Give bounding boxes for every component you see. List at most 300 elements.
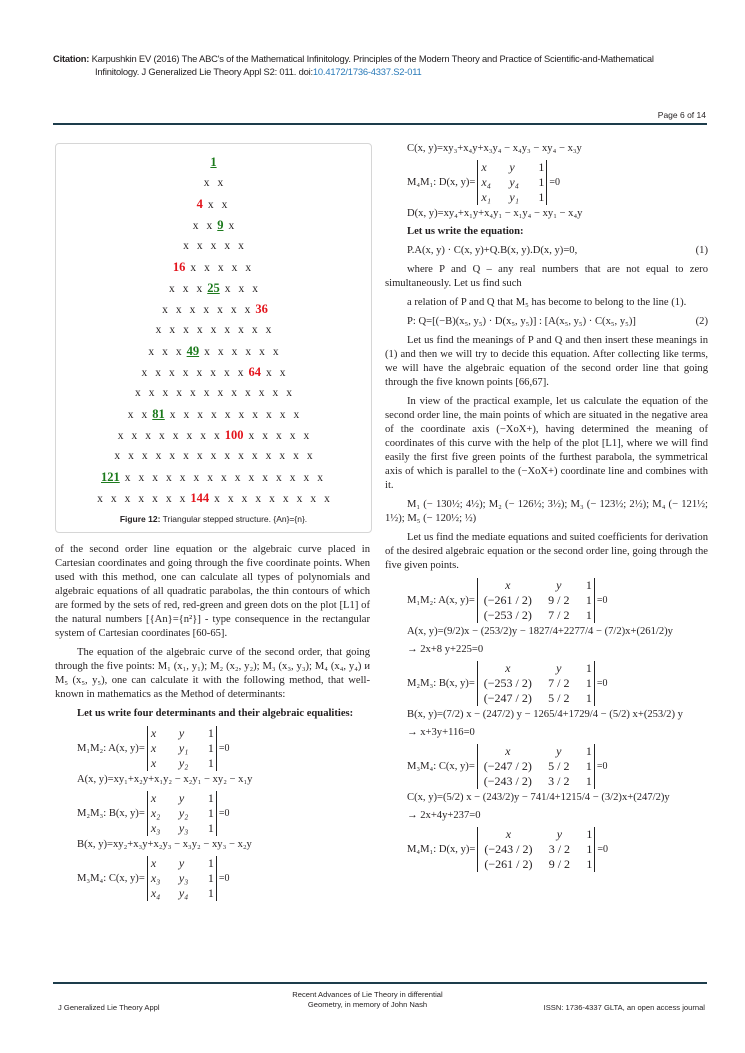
determinant-equation: [77, 726, 370, 771]
x-mark: x: [176, 387, 182, 399]
x-mark: x: [279, 409, 286, 421]
x-mark: x: [224, 240, 231, 252]
right-column: [385, 140, 708, 874]
determinant-equation: [77, 856, 370, 901]
x-mark: x: [155, 324, 162, 336]
equation-number: (1): [695, 245, 708, 256]
determinant-label: M₃M₄: C(x, y)=: [77, 872, 145, 884]
determinant-equation: [77, 791, 370, 836]
footer-issn: ISSN: 1736-4337 GLTA, an open access journal: [543, 1003, 705, 1012]
x-mark: x: [193, 472, 200, 484]
matrix-cell: 7 / 2: [548, 676, 570, 690]
matrix-cell: x₄: [481, 175, 491, 189]
x-mark: x: [221, 472, 227, 484]
x-mark: x: [155, 450, 162, 462]
equation-result: → 2x+8 y+225=0: [407, 644, 484, 655]
matrix-cell: x₂: [150, 806, 161, 820]
matrix-cell: 1: [207, 886, 214, 900]
x-mark: x: [210, 324, 217, 336]
pyramid-row: [56, 173, 371, 194]
matrix-cell: x₃: [150, 821, 161, 835]
matrix-cell: y: [556, 827, 563, 841]
matrix-cell: (−247 / 2): [483, 691, 532, 705]
x-mark: x: [204, 346, 210, 358]
x-mark: x: [183, 324, 189, 336]
x-mark: x: [265, 450, 272, 462]
determinant-equation: [407, 744, 708, 789]
x-mark: x: [148, 387, 155, 399]
pyramid-row: [56, 488, 371, 509]
matrix-cell: 3 / 2: [548, 774, 570, 788]
matrix-cell: (−261 / 2): [483, 593, 532, 607]
pyramid-row: [56, 299, 371, 320]
x-mark: x: [141, 367, 148, 379]
red-square-number: 4: [196, 197, 203, 211]
red-square-number: 100: [224, 428, 244, 442]
section-heading: Let us write four determinants and their algebraic equalities:: [77, 708, 354, 719]
matrix-cell: 5 / 2: [548, 691, 570, 705]
x-mark: x: [203, 387, 210, 399]
header-divider: [53, 123, 707, 125]
x-mark: x: [238, 409, 245, 421]
x-mark: x: [217, 387, 224, 399]
x-mark: x: [124, 472, 131, 484]
pyramid-row: [56, 404, 371, 425]
footer-journal: J Generalized Lie Theory Appl: [58, 1003, 160, 1012]
matrix-cell: 1: [585, 744, 592, 758]
pyramid-row: [56, 257, 371, 278]
equals-zero: =0: [218, 807, 230, 819]
matrix-cell: y: [509, 160, 515, 174]
x-mark: x: [224, 450, 231, 462]
matrix-cell: x: [481, 160, 487, 174]
matrix-cell: 1: [207, 791, 214, 805]
green-square-number: 9: [217, 218, 224, 232]
matrix-cell: 1: [585, 759, 592, 773]
caption-text: Triangular stepped structure. {An}={n}.: [160, 514, 308, 524]
x-mark: x: [165, 493, 172, 505]
x-mark: x: [266, 409, 272, 421]
matrix-cell: x: [505, 827, 512, 841]
x-mark: x: [169, 324, 176, 336]
matrix-cell: x: [150, 756, 157, 770]
determinant-label: M₂M₃: B(x, y)=: [77, 807, 145, 819]
matrix-cell: x₄: [150, 886, 161, 900]
x-mark: x: [224, 409, 231, 421]
x-mark: x: [276, 430, 282, 442]
matrix-cell: 1: [207, 756, 214, 770]
matrix-cell: y₃: [178, 871, 189, 885]
equals-zero: =0: [218, 872, 230, 884]
determinant-matrix: [477, 661, 595, 706]
x-mark: x: [117, 430, 124, 442]
x-mark: x: [183, 240, 189, 252]
x-mark: x: [217, 177, 224, 189]
pyramid-row: [56, 236, 371, 257]
determinant-matrix: [477, 578, 595, 623]
pyramid-row: [56, 215, 371, 236]
equation-expansion: A(x, y)=xy₁+x₂y+x₁y₂ − x₂y₁ − xy₂ − x₁y: [77, 774, 253, 785]
x-mark: x: [196, 240, 203, 252]
x-mark: x: [203, 304, 210, 316]
x-mark: x: [248, 472, 255, 484]
x-mark: x: [203, 177, 210, 189]
x-mark: x: [282, 493, 289, 505]
x-mark: x: [214, 493, 220, 505]
equation-2: [407, 315, 708, 329]
determinant-matrix: [147, 856, 217, 901]
determinant-label: M₁M₂: A(x, y)=: [77, 742, 145, 754]
equals-zero: =0: [597, 843, 609, 855]
determinant-label: M₃M₄: C(x, y)=: [407, 760, 475, 772]
red-square-number: 36: [255, 302, 268, 316]
equation-result: → x+3y+116=0: [407, 727, 475, 738]
x-mark: x: [286, 387, 292, 399]
x-mark: x: [162, 304, 168, 316]
figure-12: [55, 143, 372, 533]
pyramid-row: [56, 341, 371, 362]
pyramid-row: [56, 467, 371, 488]
x-mark: x: [224, 367, 230, 379]
matrix-cell: 7 / 2: [548, 608, 570, 622]
determinant-matrix: [147, 791, 217, 836]
x-mark: x: [279, 450, 286, 462]
pyramid-row: [56, 320, 371, 341]
x-mark: x: [138, 493, 145, 505]
matrix-cell: (−243 / 2): [483, 774, 532, 788]
x-mark: x: [206, 220, 213, 232]
x-mark: x: [289, 430, 296, 442]
x-mark: x: [303, 430, 310, 442]
page-number: Page 6 of 14: [657, 110, 706, 120]
matrix-cell: 1: [586, 857, 593, 871]
matrix-cell: 3 / 2: [548, 842, 571, 856]
matrix-cell: y: [178, 856, 185, 870]
matrix-cell: y: [178, 726, 185, 740]
x-mark: x: [182, 283, 189, 295]
matrix-cell: x₁: [481, 190, 491, 204]
matrix-cell: 1: [538, 190, 545, 204]
x-mark: x: [97, 493, 103, 505]
pyramid-row: [56, 425, 371, 446]
citation-text-2: Infinitology. J Generalized Lie Theory Appl S2: 011. doi:: [95, 66, 313, 77]
x-mark: x: [255, 493, 262, 505]
x-mark: x: [179, 472, 186, 484]
matrix-cell: y₂: [178, 756, 189, 770]
x-mark: x: [269, 493, 275, 505]
x-mark: x: [259, 346, 265, 358]
matrix-cell: (−253 / 2): [483, 676, 532, 690]
x-mark: x: [266, 367, 272, 379]
x-mark: x: [182, 367, 189, 379]
x-mark: x: [148, 346, 155, 358]
pyramid-row: [56, 194, 371, 215]
footer-issue: Recent Advances of Lie Theory in differential Geometry, in memory of John Nash: [292, 990, 443, 1009]
x-mark: x: [289, 472, 296, 484]
x-mark: x: [172, 430, 179, 442]
paragraph: where P and Q – any real numbers that are not equal to zero simultaneously. Let us find such: [385, 264, 708, 289]
x-mark: x: [183, 450, 189, 462]
x-mark: x: [262, 472, 268, 484]
x-mark: x: [127, 409, 134, 421]
x-mark: x: [192, 220, 199, 232]
determinant-d: [385, 160, 708, 221]
matrix-cell: 1: [585, 578, 592, 592]
equals-zero: =0: [596, 760, 608, 772]
equation-expansion: D(x, y)=xy₄+x₁y+x₄y₁ − x₁y₄ − xy₁ − x₄y: [407, 208, 583, 219]
x-mark: x: [207, 199, 214, 211]
equation-c-expansion: C(x, y)=xy₃+x₄y+x₃y₄ − x₄y₃ − xy₄ − x₃y: [407, 143, 582, 154]
x-mark: x: [217, 304, 223, 316]
caption-label: Figure 12:: [119, 514, 161, 524]
equation-expansion: B(x, y)=(7/2) x − (247/2) y − 1265/4+1729/4 − (5/2) x+(253/2) y: [407, 709, 683, 720]
x-mark: x: [189, 304, 196, 316]
x-mark: x: [324, 493, 330, 505]
x-mark: x: [138, 472, 145, 484]
x-mark: x: [251, 450, 258, 462]
x-mark: x: [238, 450, 244, 462]
determinant-label: M₁M₂: A(x, y)=: [407, 594, 475, 606]
equation-result: → 2x+4y+237=0: [407, 810, 481, 821]
x-mark: x: [231, 346, 238, 358]
x-mark: x: [114, 450, 121, 462]
x-mark: x: [228, 220, 235, 232]
paragraph: a relation of P and Q that M₅ has become to belong to the line (1).: [407, 297, 687, 308]
matrix-cell: 1: [585, 691, 592, 705]
x-mark: x: [210, 240, 217, 252]
x-mark: x: [231, 387, 237, 399]
matrix-cell: y: [556, 744, 562, 758]
x-mark: x: [214, 430, 220, 442]
x-mark: x: [293, 409, 300, 421]
determinant-matrix: [477, 160, 547, 205]
x-mark: x: [169, 450, 176, 462]
x-mark: x: [251, 324, 258, 336]
x-mark: x: [252, 283, 258, 295]
x-mark: x: [237, 367, 244, 379]
equals-zero: =0: [596, 594, 608, 606]
x-mark: x: [159, 430, 165, 442]
x-mark: x: [135, 387, 141, 399]
green-square-number: 25: [207, 281, 220, 295]
red-square-number: 16: [172, 260, 186, 274]
pyramid-row: [56, 383, 371, 404]
green-square-number: 81: [152, 407, 165, 421]
matrix-cell: 1: [207, 856, 214, 870]
paragraph: Let us find the meanings of P and Q and then insert these meanings in (1) and then we will try to decide this equation. After collecting like terms, we will have the algebraic equation of the second order line that going through the five known points [66,67].: [385, 335, 708, 388]
triangular-structure: [56, 152, 371, 509]
pyramid-row: [56, 446, 371, 467]
figure-caption: [56, 514, 371, 525]
x-mark: x: [186, 430, 193, 442]
x-mark: x: [221, 199, 228, 211]
x-mark: x: [306, 450, 313, 462]
x-mark: x: [152, 493, 158, 505]
matrix-cell: 5 / 2: [548, 759, 570, 773]
determinant-label: M₄M₁: D(x, y)=: [407, 843, 476, 855]
red-square-number: 144: [190, 491, 210, 505]
matrix-cell: y₄: [178, 886, 189, 900]
matrix-cell: 1: [585, 608, 592, 622]
matrix-cell: (−243 / 2): [484, 842, 533, 856]
equals-zero: =0: [549, 176, 561, 188]
matrix-cell: x₃: [150, 871, 161, 885]
determinant-matrix: [477, 827, 595, 872]
x-mark: x: [238, 324, 244, 336]
matrix-cell: 1: [207, 726, 214, 740]
paragraph: The equation of the algebraic curve of the second order, that going through the five points: M₁ (x₁, y₁); M₂ (x₂, y₂); M₃ (x₃, y₃); M₄ (x₄, y₄) и M₅ (x₅, y₅), one can calculate it with the following method, that well-known in mathematics as the Method of determinants:: [55, 647, 370, 700]
determinant-label: M₂M₃: B(x, y)=: [407, 677, 475, 689]
matrix-cell: y₁: [178, 741, 189, 755]
x-mark: x: [279, 367, 286, 379]
x-mark: x: [310, 493, 317, 505]
matrix-cell: x: [505, 578, 511, 592]
x-mark: x: [317, 472, 323, 484]
paragraph: In view of the practical example, let us calculate the equation of the second order line, the main points of which are situated in the negative area of the coordinate axis (−XoX+), having determined the meaning of coordinates of this curve with the help of the plot [L1], where we will find easily the first five green points of the furthest parabola, the symmetrical axis of which is parallel to the (−XoX+) coordinate line and combines with it.: [385, 396, 708, 491]
matrix-cell: 1: [207, 821, 214, 835]
x-mark: x: [141, 409, 148, 421]
x-mark: x: [217, 262, 224, 274]
x-mark: x: [252, 409, 258, 421]
equation-1: [407, 244, 708, 258]
x-mark: x: [196, 324, 203, 336]
x-mark: x: [197, 409, 203, 421]
x-mark: x: [204, 262, 210, 274]
matrix-cell: 1: [207, 741, 214, 755]
x-mark: x: [183, 409, 190, 421]
x-mark: x: [210, 450, 217, 462]
x-mark: x: [175, 346, 182, 358]
x-mark: x: [169, 283, 175, 295]
matrix-cell: y₂: [178, 806, 189, 820]
determinants: [55, 726, 370, 901]
x-mark: x: [124, 493, 131, 505]
x-mark: x: [227, 493, 234, 505]
x-mark: x: [162, 346, 168, 358]
left-column: [55, 543, 370, 903]
pyramid-row: [56, 362, 371, 383]
x-mark: x: [141, 450, 148, 462]
x-mark: x: [152, 472, 158, 484]
x-mark: x: [241, 493, 248, 505]
matrix-cell: y: [556, 578, 562, 592]
matrix-cell: x: [505, 661, 511, 675]
citation-label: Citation:: [53, 53, 90, 64]
citation: [53, 52, 713, 78]
determinant-equation: [407, 160, 708, 205]
x-mark: x: [155, 367, 161, 379]
matrix-cell: 1: [538, 160, 545, 174]
x-mark: x: [272, 346, 279, 358]
x-mark: x: [217, 346, 224, 358]
matrix-cell: x: [505, 744, 511, 758]
equation-expansion: A(x, y)=(9/2)x − (253/2)y − 1827/4+2277/4 − (7/2)x+(261/2)y: [407, 626, 673, 637]
paragraph: Let us find the mediate equations and suited coefficients for derivation of the desired algebraic equation or the second order line, going through the five given points.: [385, 532, 708, 571]
matrix-cell: 1: [586, 827, 593, 841]
matrix-cell: (−253 / 2): [483, 608, 532, 622]
x-mark: x: [196, 367, 203, 379]
matrix-cell: y₁: [509, 190, 519, 204]
determinant-label: M₄M₁: D(x, y)=: [407, 176, 476, 188]
determinant-equation: [407, 661, 708, 706]
matrix-cell: x: [150, 791, 157, 805]
matrix-cell: 1: [207, 871, 214, 885]
section-heading: Let us write the equation:: [407, 226, 524, 237]
determinants: [385, 578, 708, 872]
x-mark: x: [145, 430, 151, 442]
x-mark: x: [190, 387, 196, 399]
doi-link[interactable]: 10.4172/1736-4337.S2-011: [312, 66, 422, 77]
x-mark: x: [258, 387, 265, 399]
x-mark: x: [303, 472, 310, 484]
matrix-cell: 1: [585, 661, 592, 675]
matrix-cell: 1: [585, 593, 592, 607]
citation-text: Karpushkin EV (2016) The ABC's of the Mathematical Infinitology. Principles of the Modern Theory and Practice of Scientific-and-Mathematical: [91, 53, 654, 64]
red-square-number: 64: [248, 365, 261, 379]
x-mark: x: [196, 283, 203, 295]
matrix-cell: y₃: [178, 821, 189, 835]
equation-text: P: Q=[(−B)(x₅, y₅) · D(x₅, y₅)] : [A(x₅, y₅) · C(x₅, y₅)]: [407, 316, 636, 327]
x-mark: x: [166, 472, 172, 484]
x-mark: x: [175, 304, 182, 316]
determinant-equation: [407, 827, 708, 872]
matrix-cell: (−247 / 2): [483, 759, 532, 773]
x-mark: x: [200, 430, 206, 442]
pyramid-row: [56, 152, 371, 173]
determinant-matrix: [477, 744, 595, 789]
x-mark: x: [234, 472, 241, 484]
x-mark: x: [110, 493, 117, 505]
equation-expansion: C(x, y)=(5/2) x − (243/2)y − 741/4+1215/4 − (3/2)x+(247/2)y: [407, 792, 670, 803]
green-square-number: 49: [186, 344, 200, 358]
x-mark: x: [131, 430, 138, 442]
x-mark: x: [293, 450, 299, 462]
matrix-cell: y: [556, 661, 562, 675]
x-mark: x: [245, 346, 252, 358]
x-mark: x: [231, 262, 238, 274]
determinant-matrix: [147, 726, 217, 771]
determinant-equation: [407, 578, 708, 623]
matrix-cell: y: [178, 791, 185, 805]
paragraph: of the second order line equation or the algebraic curve placed in Cartesian coordinates and going through the five coordinate points. When used with this method, one can calculate all types of polynomials and algebraic equations of all quadratic parabolas, the thin contours of which are formed by the sets of red, red-green and green dots on the plot [L1] of the natural numbers [{An}={n²}] - type consequence in the rectangular system of Cartesian coordinates [60-65].: [55, 544, 370, 639]
x-mark: x: [296, 493, 303, 505]
x-mark: x: [196, 450, 203, 462]
x-mark: x: [190, 262, 197, 274]
x-mark: x: [245, 262, 252, 274]
matrix-cell: x: [150, 726, 157, 740]
x-mark: x: [244, 304, 251, 316]
x-mark: x: [210, 367, 216, 379]
green-square-number: 1: [210, 155, 217, 169]
matrix-cell: x: [150, 741, 157, 755]
green-square-number: 121: [101, 470, 120, 484]
matrix-cell: 1: [538, 175, 545, 189]
x-mark: x: [211, 409, 217, 421]
pyramid-row: [56, 278, 371, 299]
equation-number: (2): [695, 316, 708, 327]
equation-expansion: B(x, y)=xy₂+x₃y+x₂y₃ − x₃y₂ − xy₃ − x₂y: [77, 839, 252, 850]
x-mark: x: [248, 430, 255, 442]
x-mark: x: [224, 283, 231, 295]
x-mark: x: [207, 472, 213, 484]
matrix-cell: 1: [585, 774, 592, 788]
matrix-cell: (−261 / 2): [484, 857, 533, 871]
equals-zero: =0: [218, 742, 230, 754]
x-mark: x: [272, 387, 279, 399]
x-mark: x: [169, 409, 176, 421]
x-mark: x: [238, 240, 244, 252]
matrix-cell: 1: [585, 676, 592, 690]
